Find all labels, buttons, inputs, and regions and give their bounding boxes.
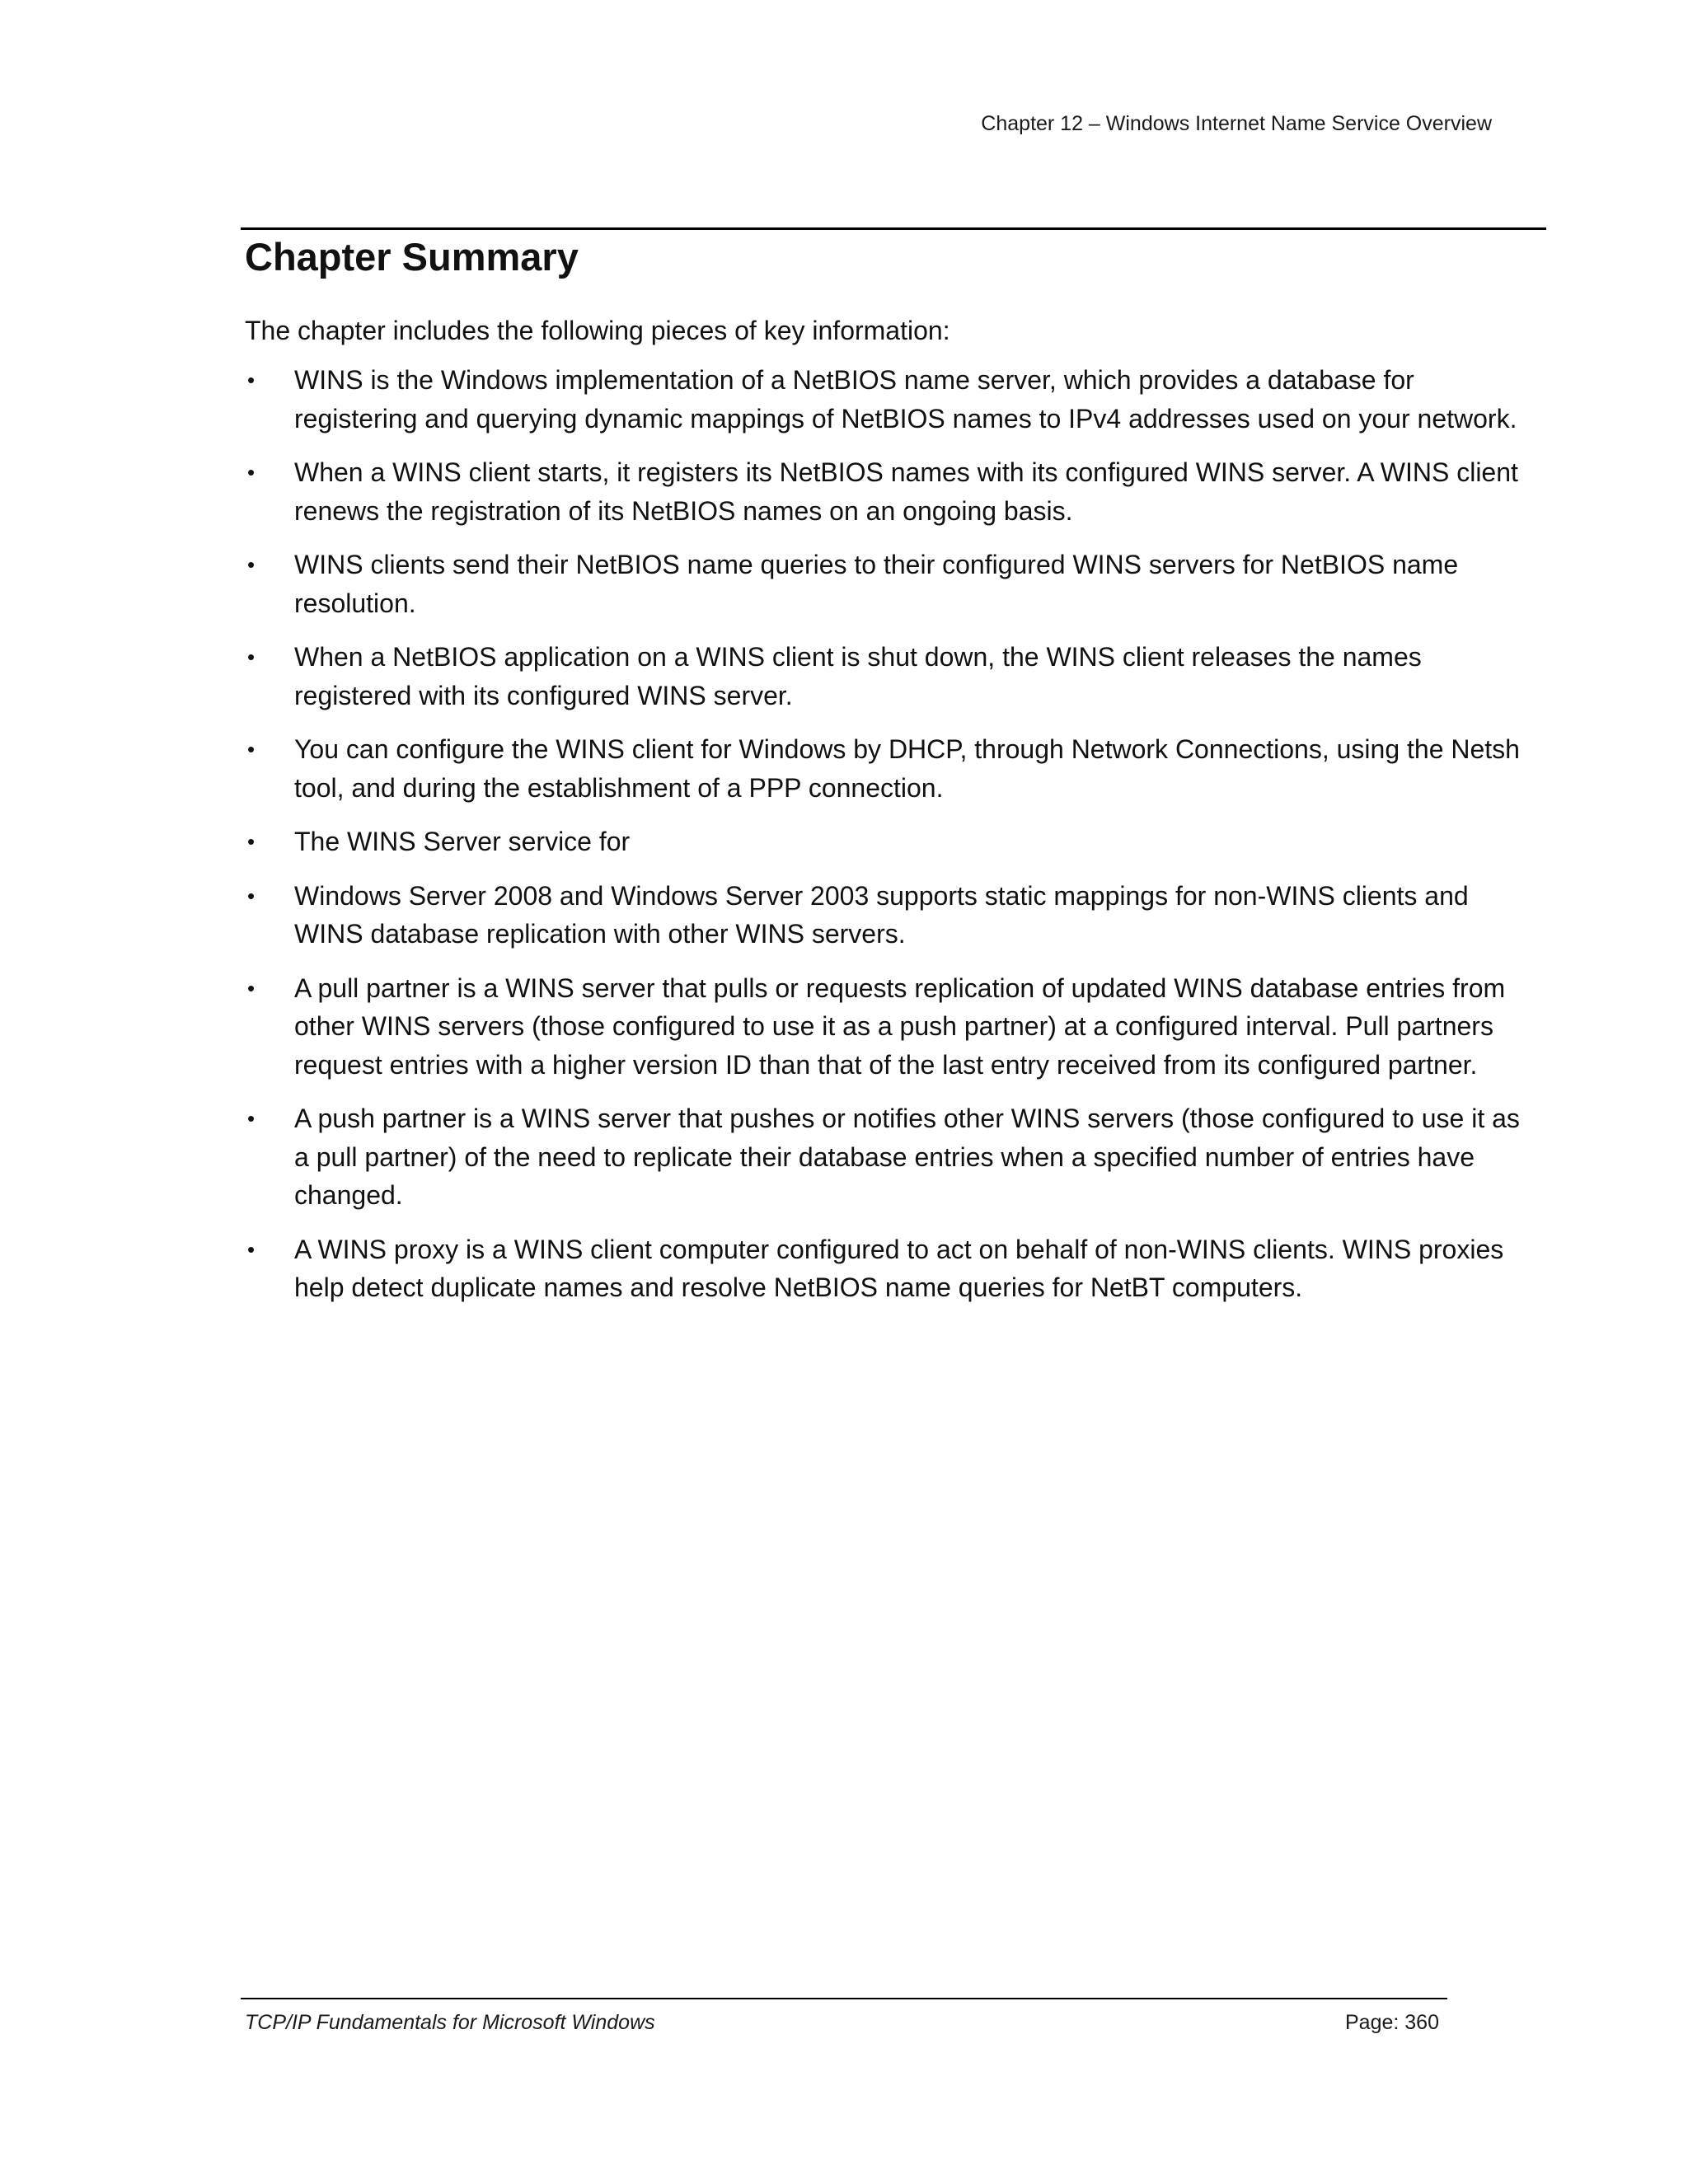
footer-page-number: Page: 360 — [1345, 2011, 1439, 2034]
list-item — [245, 969, 1526, 1085]
list-item-text: When a NetBIOS application on a WINS client is shut down, the WINS client releases the names registered with its configured WINS server. — [294, 642, 1422, 710]
bullet-glyph: • — [247, 1106, 256, 1131]
chapter-title: Chapter Summary — [245, 235, 579, 279]
bullet-glyph: • — [247, 644, 256, 669]
footer-book-title: TCP/IP Fundamentals for Microsoft Windows — [245, 2011, 655, 2034]
list-item — [245, 1099, 1526, 1215]
list-item — [245, 638, 1526, 715]
list-item — [245, 823, 1526, 861]
running-header: Chapter 12 – Windows Internet Name Service Overview — [981, 112, 1492, 135]
list-item-text: WINS clients send their NetBIOS name queries to their configured WINS servers for NetBIOS name resolution. — [294, 550, 1459, 618]
list-item-text: A push partner is a WINS server that pushes or notifies other WINS servers (those configured to use it as a pull partner) of the need to replicate their database entries when a specified number of entries have changed. — [294, 1104, 1520, 1210]
list-item — [245, 1230, 1526, 1307]
intro-paragraph: The chapter includes the following pieces of key information: — [245, 316, 950, 345]
bullet-glyph: • — [247, 829, 256, 854]
list-item-text: The WINS Server service for — [294, 827, 631, 856]
list-item-text: WINS is the Windows implementation of a NetBIOS name server, which provides a database for registering and querying dynamic mappings of NetBIOS names to IPv4 addresses used on your network. — [294, 365, 1517, 434]
list-item — [245, 730, 1526, 807]
bullet-glyph: • — [247, 460, 256, 485]
list-item — [245, 877, 1526, 954]
summary-bullet-list — [245, 361, 1526, 1323]
bullet-glyph: • — [247, 552, 256, 577]
list-item-text: When a WINS client starts, it registers its NetBIOS names with its configured WINS server. A WINS client renews the registration of its NetBIOS names on an ongoing basis. — [294, 457, 1518, 526]
list-item — [245, 546, 1526, 622]
list-item — [245, 361, 1526, 438]
footer-rule — [241, 1998, 1447, 1999]
list-item-text: A WINS proxy is a WINS client computer configured to act on behalf of non-WINS clients. WINS proxies help detect duplicate names and resolve NetBIOS name queries for NetBT computers. — [294, 1234, 1504, 1302]
bullet-glyph: • — [247, 737, 256, 762]
bullet-glyph: • — [247, 1236, 256, 1262]
list-item-text: You can configure the WINS client for Windows by DHCP, through Network Connections, using the Netsh tool, and during the establishment of a PPP connection. — [294, 734, 1520, 803]
list-item-text: Windows Server 2008 and Windows Server 2003 supports static mappings for non-WINS clients and WINS database replication with other WINS servers. — [294, 880, 1469, 949]
top-rule — [241, 227, 1546, 230]
list-item — [245, 453, 1526, 530]
list-item-text: A pull partner is a WINS server that pulls or requests replication of updated WINS database entries from other WINS servers (those configured to use it as a push partner) at a configured interval. Pull partners request entries with a higher version ID than that of the last entry received from its configured partner. — [294, 972, 1506, 1080]
bullet-glyph: • — [247, 883, 256, 908]
bullet-glyph: • — [247, 975, 256, 1001]
bullet-glyph: • — [247, 368, 256, 392]
